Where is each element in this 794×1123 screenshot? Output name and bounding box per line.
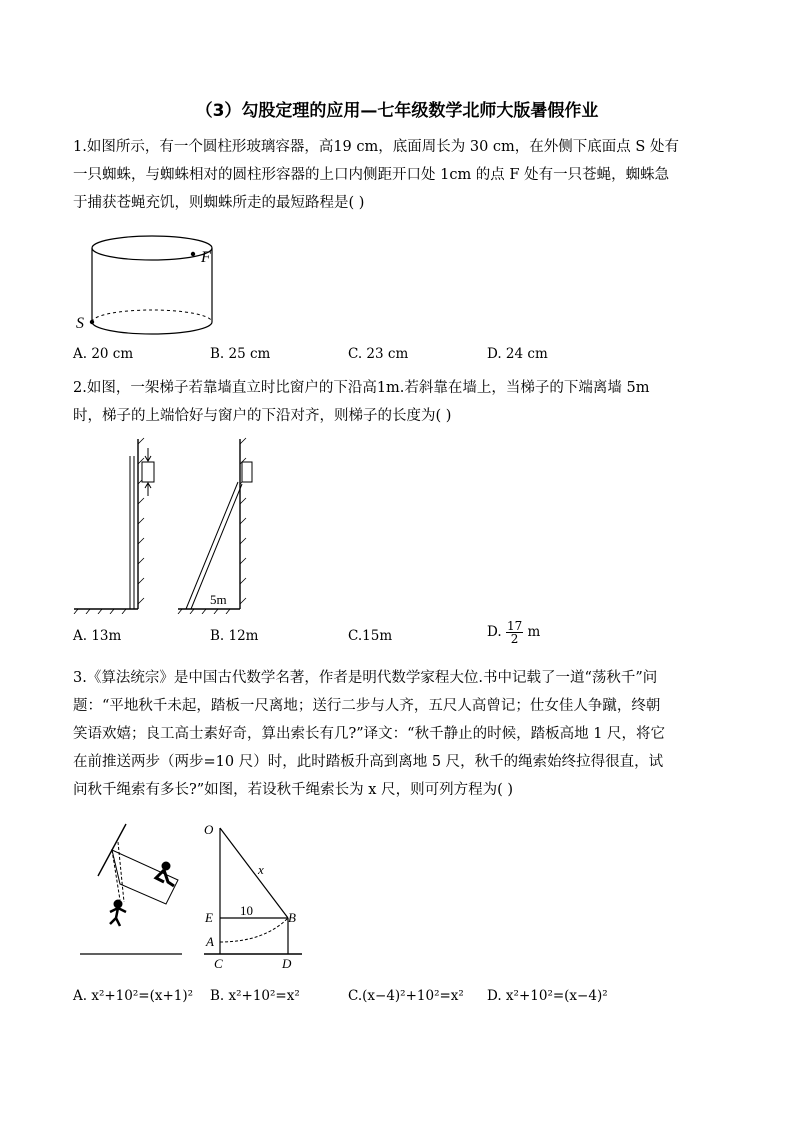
ground-hatch-left (74, 609, 126, 614)
q2-line: 2.如图，一架梯子若靠墙直立时比窗户的下沿高1m.若斜靠在墙上，当梯子的下端离墙 5m (73, 380, 650, 396)
question-1 (73, 133, 723, 217)
label-B: B (288, 910, 296, 925)
q2-option-d-prefix: D. (487, 624, 502, 640)
label-C: C (214, 956, 223, 971)
q3-line: 题：“平地秋千未起，踏板一尺离地；送行二步与人齐，五尺人高曾记；仕女佳人争蹴，终朝 (73, 698, 661, 714)
label-S: S (76, 315, 84, 332)
fraction-numerator: 17 (506, 619, 523, 633)
label-A: A (206, 934, 214, 949)
swing-rope (112, 850, 120, 900)
q3-option-d[interactable]: D. x²+10²=(x−4)² (487, 988, 608, 1004)
cylinder-figure (70, 232, 230, 342)
point-S (90, 320, 94, 324)
window-right (242, 462, 252, 482)
window-left (142, 462, 154, 482)
q1-line: 1.如图所示，有一个圆柱形玻璃容器，高19 cm，底面周长为 30 cm，在外侧下底面点 S 处有 (73, 139, 679, 155)
q2-option-a[interactable]: A. 13m (73, 628, 122, 644)
ladder-rail (191, 484, 242, 609)
page-title: （3）勾股定理的应用—七年级数学北师大版暑假作业 (195, 101, 599, 121)
arrow-down-icon (145, 448, 151, 461)
ground-hatch-right (178, 609, 230, 614)
question-2 (73, 374, 723, 430)
point-F (191, 252, 195, 256)
q2-option-b[interactable]: B. 12m (210, 628, 259, 644)
cylinder-bottom-back (92, 310, 212, 322)
q3-option-c[interactable]: C.(x−4)²+10²=x² (348, 988, 464, 1004)
q3-line: 3.《算法统宗》是中国古代数学名著，作者是明代数学家程大位.书中记载了一道“荡秋千”问 (73, 670, 658, 686)
ladder-figure (70, 434, 290, 614)
swing-rope (118, 842, 124, 902)
swing-illustration (80, 820, 190, 960)
q3-line: 问秋千绳索有多长?”如图，若设秋千绳索长为 x 尺，则可列方程为( ) (73, 782, 514, 798)
q3-option-b[interactable]: B. x²+10²=x² (210, 988, 300, 1004)
label-O: O (204, 822, 214, 837)
q2-line: 时，梯子的上端恰好与窗户的下沿对齐，则梯子的长度为( ) (73, 408, 452, 424)
label-F: F (201, 249, 211, 266)
q3-line: 在前推送两步（两步=10 尺）时，此时踏板升高到离地 5 尺，秋千的绳索始终拉得很直，试 (73, 754, 664, 770)
fraction (506, 620, 523, 645)
label-D: D (282, 956, 292, 971)
label-x: x (258, 862, 264, 877)
fraction-denominator: 2 (510, 632, 519, 646)
segment-OB (220, 828, 288, 918)
q3-line: 笑语欢嬉；良工高士素好奇，算出索长有几?”译文：“秋千静止的时候，踏板高地 1 尺，将它 (73, 726, 666, 742)
arc-AB (220, 918, 288, 942)
arrow-up-icon (145, 483, 151, 496)
q1-option-d[interactable]: D. 24 cm (487, 346, 548, 362)
person-swinging-icon (156, 862, 174, 886)
question-3 (73, 664, 723, 804)
label-E: E (205, 910, 213, 925)
q2-option-d[interactable] (487, 620, 540, 645)
cylinder-bottom-front (92, 322, 212, 334)
q1-option-c[interactable]: C. 23 cm (348, 346, 409, 362)
q1-option-b[interactable]: B. 25 cm (210, 346, 271, 362)
ladder-rail (186, 482, 238, 609)
cylinder-top-ellipse (92, 236, 212, 260)
q1-option-a[interactable]: A. 20 cm (73, 346, 134, 362)
label-5m: 5m (210, 592, 227, 607)
q3-option-a[interactable]: A. x²+10²=(x+1)² (73, 988, 194, 1004)
label-10: 10 (240, 903, 253, 918)
q2-option-c[interactable]: C.15m (348, 628, 393, 644)
q2-option-d-unit: m (527, 624, 541, 640)
swing-geometry-diagram (198, 818, 308, 974)
person-standing-icon (110, 900, 126, 926)
q1-line: 一只蜘蛛，与蜘蛛相对的圆柱形容器的上口内侧距开口处 1cm 的点 F 处有一只苍蝇，蜘蛛急 (73, 167, 670, 183)
q1-line: 于捕获苍蝇充饥，则蜘蛛所走的最短路程是( ) (73, 195, 365, 211)
